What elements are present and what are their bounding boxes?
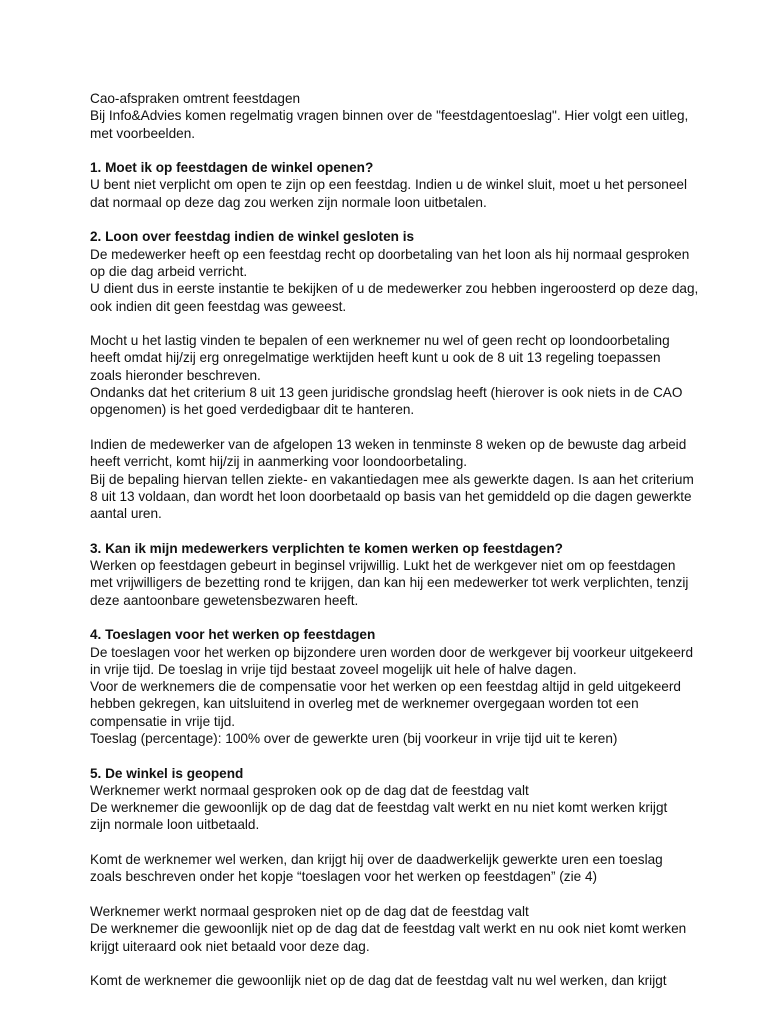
document-page	[90, 90, 730, 989]
paragraph-line: heeft verricht, komt hij/zij in aanmerking voor loondoorbetaling.	[90, 454, 468, 470]
paragraph-line: aantal uren.	[90, 506, 162, 522]
paragraph-line: U bent niet verplicht om open te zijn op een feestdag. Indien u de winkel sluit, moet u het personeel	[90, 177, 687, 193]
paragraph-line: zijn normale loon uitbetaald.	[90, 817, 260, 833]
paragraph-line: Toeslag (percentage): 100% over de gewerkte uren (bij voorkeur in vrije tijd uit te keren)	[90, 730, 618, 746]
section-heading: 5. De winkel is geopend	[90, 765, 244, 781]
section-heading: 2. Loon over feestdag indien de winkel gesloten is	[90, 229, 415, 245]
paragraph-line: De toeslagen voor het werken op bijzondere uren worden door de werkgever bij voorkeur uitgekeerd	[90, 644, 694, 660]
paragraph-line: dat normaal op deze dag zou werken zijn normale loon uitbetalen.	[90, 194, 487, 210]
paragraph-line: U dient dus in eerste instantie te bekijken of u de medewerker zou hebben ingeroosterd op deze dag,	[90, 281, 699, 297]
paragraph-line: 8 uit 13 voldaan, dan wordt het loon doorbetaald op basis van het gemiddeld op die dagen gewerkte	[90, 488, 692, 504]
paragraph-line: Komt de werknemer die gewoonlijk niet op de dag dat de feestdag valt nu wel werken, dan krijgt	[90, 973, 667, 989]
paragraph-line: Voor de werknemers die de compensatie voor het werken op een feestdag altijd in geld uitgekeerd	[90, 679, 681, 695]
section-heading: 3. Kan ik mijn medewerkers verplichten te komen werken op feestdagen?	[90, 540, 563, 556]
paragraph-line: Werken op feestdagen gebeurt in beginsel vrijwillig. Lukt het de werkgever niet om op feestdagen	[90, 558, 676, 574]
paragraph-line: deze aantoonbare gewetensbezwaren heeft.	[90, 592, 359, 608]
paragraph-line: opgenomen) is het goed verdedigbaar dit te hanteren.	[90, 402, 415, 418]
paragraph-line: Komt de werknemer wel werken, dan krijgt hij over de daadwerkelijk gewerkte uren een toeslag	[90, 852, 663, 868]
paragraph-line: ook indien dit geen feestdag was geweest.	[90, 298, 347, 314]
paragraph-line: met vrijwilligers de bezetting rond te krijgen, dan kan hij een medewerker tot werk verplichten, tenzij	[90, 575, 689, 591]
paragraph-line: zoals hieronder beschreven.	[90, 367, 261, 383]
paragraph-line: hebben gekregen, kan uitsluitend in overleg met de werknemer overgegaan worden tot een	[90, 696, 639, 712]
paragraph-line: Bij de bepaling hiervan tellen ziekte- en vakantiedagen mee als gewerkte dagen. Is aan het criterium	[90, 471, 694, 487]
paragraph-line: De werknemer die gewoonlijk op de dag dat de feestdag valt werkt en nu niet komt werken krijgt	[90, 800, 668, 816]
document-title: Cao-afspraken omtrent feestdagen	[90, 91, 301, 106]
paragraph-line: De medewerker heeft op een feestdag recht op doorbetaling van het loon als hij normaal gesproken	[90, 246, 690, 262]
section-heading: 1. Moet ik op feestdagen de winkel openen?	[90, 160, 374, 176]
paragraph-line: Werknemer werkt normaal gesproken ook op de dag dat de feestdag valt	[90, 782, 529, 798]
paragraph-line: in vrije tijd. De toeslag in vrije tijd bestaat zoveel mogelijk uit hele of halve dagen.	[90, 661, 577, 677]
intro-line: Bij Info&Advies komen regelmatig vragen binnen over de "feestdagentoeslag". Hier volgt een uitleg,	[90, 108, 689, 124]
paragraph-line: krijgt uiteraard ook niet betaald voor deze dag.	[90, 938, 370, 954]
paragraph-line: zoals beschreven onder het kopje “toeslagen voor het werken op feestdagen” (zie 4)	[90, 869, 598, 885]
paragraph-line: Ondanks dat het criterium 8 uit 13 geen juridische grondslag heeft (hierover is ook niets in de CAO	[90, 385, 683, 401]
paragraph-line: op die dag arbeid verricht.	[90, 263, 248, 279]
intro-line: met voorbeelden.	[90, 125, 196, 141]
paragraph-line: compensatie in vrije tijd.	[90, 713, 236, 729]
paragraph-line: De werknemer die gewoonlijk niet op de dag dat de feestdag valt werkt en nu ook niet komt werken	[90, 921, 687, 937]
paragraph-line: Indien de medewerker van de afgelopen 13 weken in tenminste 8 weken op de bewuste dag arbeid	[90, 436, 687, 452]
section-heading: 4. Toeslagen voor het werken op feestdagen	[90, 627, 376, 643]
paragraph-line: Werknemer werkt normaal gesproken niet op de dag dat de feestdag valt	[90, 903, 529, 919]
paragraph-line: heeft omdat hij/zij erg onregelmatige werktijden heeft kunt u ook de 8 uit 13 regeling toepassen	[90, 350, 661, 366]
paragraph-line: Mocht u het lastig vinden te bepalen of een werknemer nu wel of geen recht op loondoorbetaling	[90, 333, 670, 349]
